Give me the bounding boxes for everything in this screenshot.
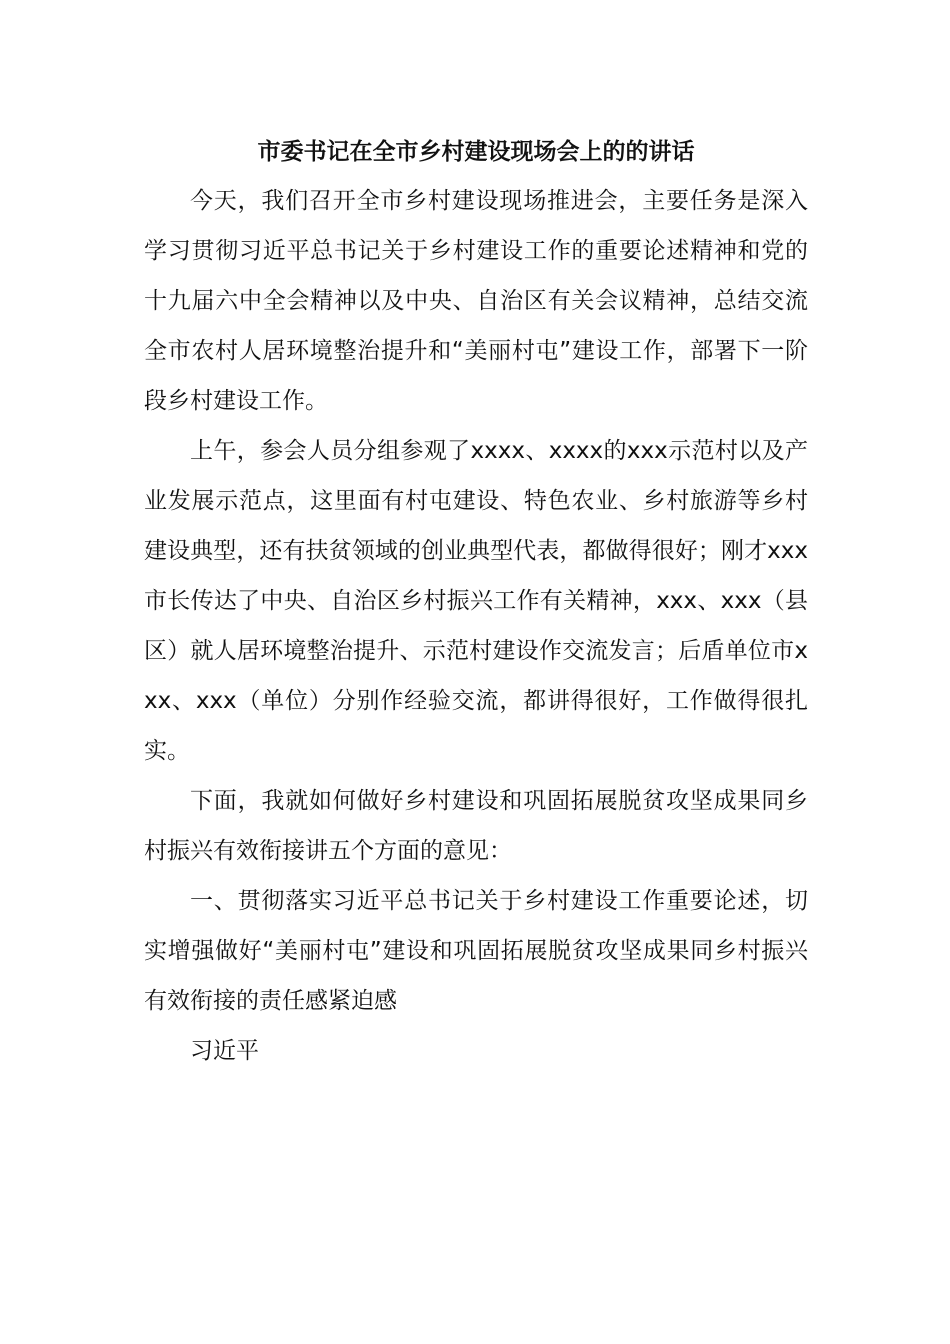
paragraph-section-one-heading: 一、贯彻落实习近平总书记关于乡村建设工作重要论述，切实增强做好“美丽村屯”建设和巩固拓展脱贫攻坚成果同乡村振兴有效衔接的责任感紧迫感 xyxy=(144,888,808,1014)
paragraph-closing-fragment: 习近平 xyxy=(190,1038,259,1064)
paragraph-morning-visit: 上午，参会人员分组参观了xxxx、xxxx的xxx示范村以及产业发展示范点，这里面有村屯建设、特色农业、乡村旅游等乡村建设典型，还有扶贫领域的创业典型代表，都做得很好；刚才xxx市长传达了中央、自治区乡村振兴工作有关精神，xxx、xxx（县区）就人居环境整治提升、示范村建设作交流发言；后盾单位市xxx、xxx（单位）分别作经验交流，都讲得很好，工作做得很扎实。 xyxy=(144,438,808,764)
paragraph-intro: 今天，我们召开全市乡村建设现场推进会，主要任务是深入学习贯彻习近平总书记关于乡村建设工作的重要论述精神和党的十九届六中全会精神以及中央、自治区有关会议精神，总结交流全市农村人居环境整治提升和“美丽村屯”建设工作，部署下一阶段乡村建设工作。 xyxy=(144,188,808,414)
document-body xyxy=(144,130,808,1076)
document-title: 市委书记在全市乡村建设现场会上的的讲话 xyxy=(257,139,695,165)
paragraph-five-aspects: 下面，我就如何做好乡村建设和巩固拓展脱贫攻坚成果同乡村振兴有效衔接讲五个方面的意见： xyxy=(144,788,808,864)
